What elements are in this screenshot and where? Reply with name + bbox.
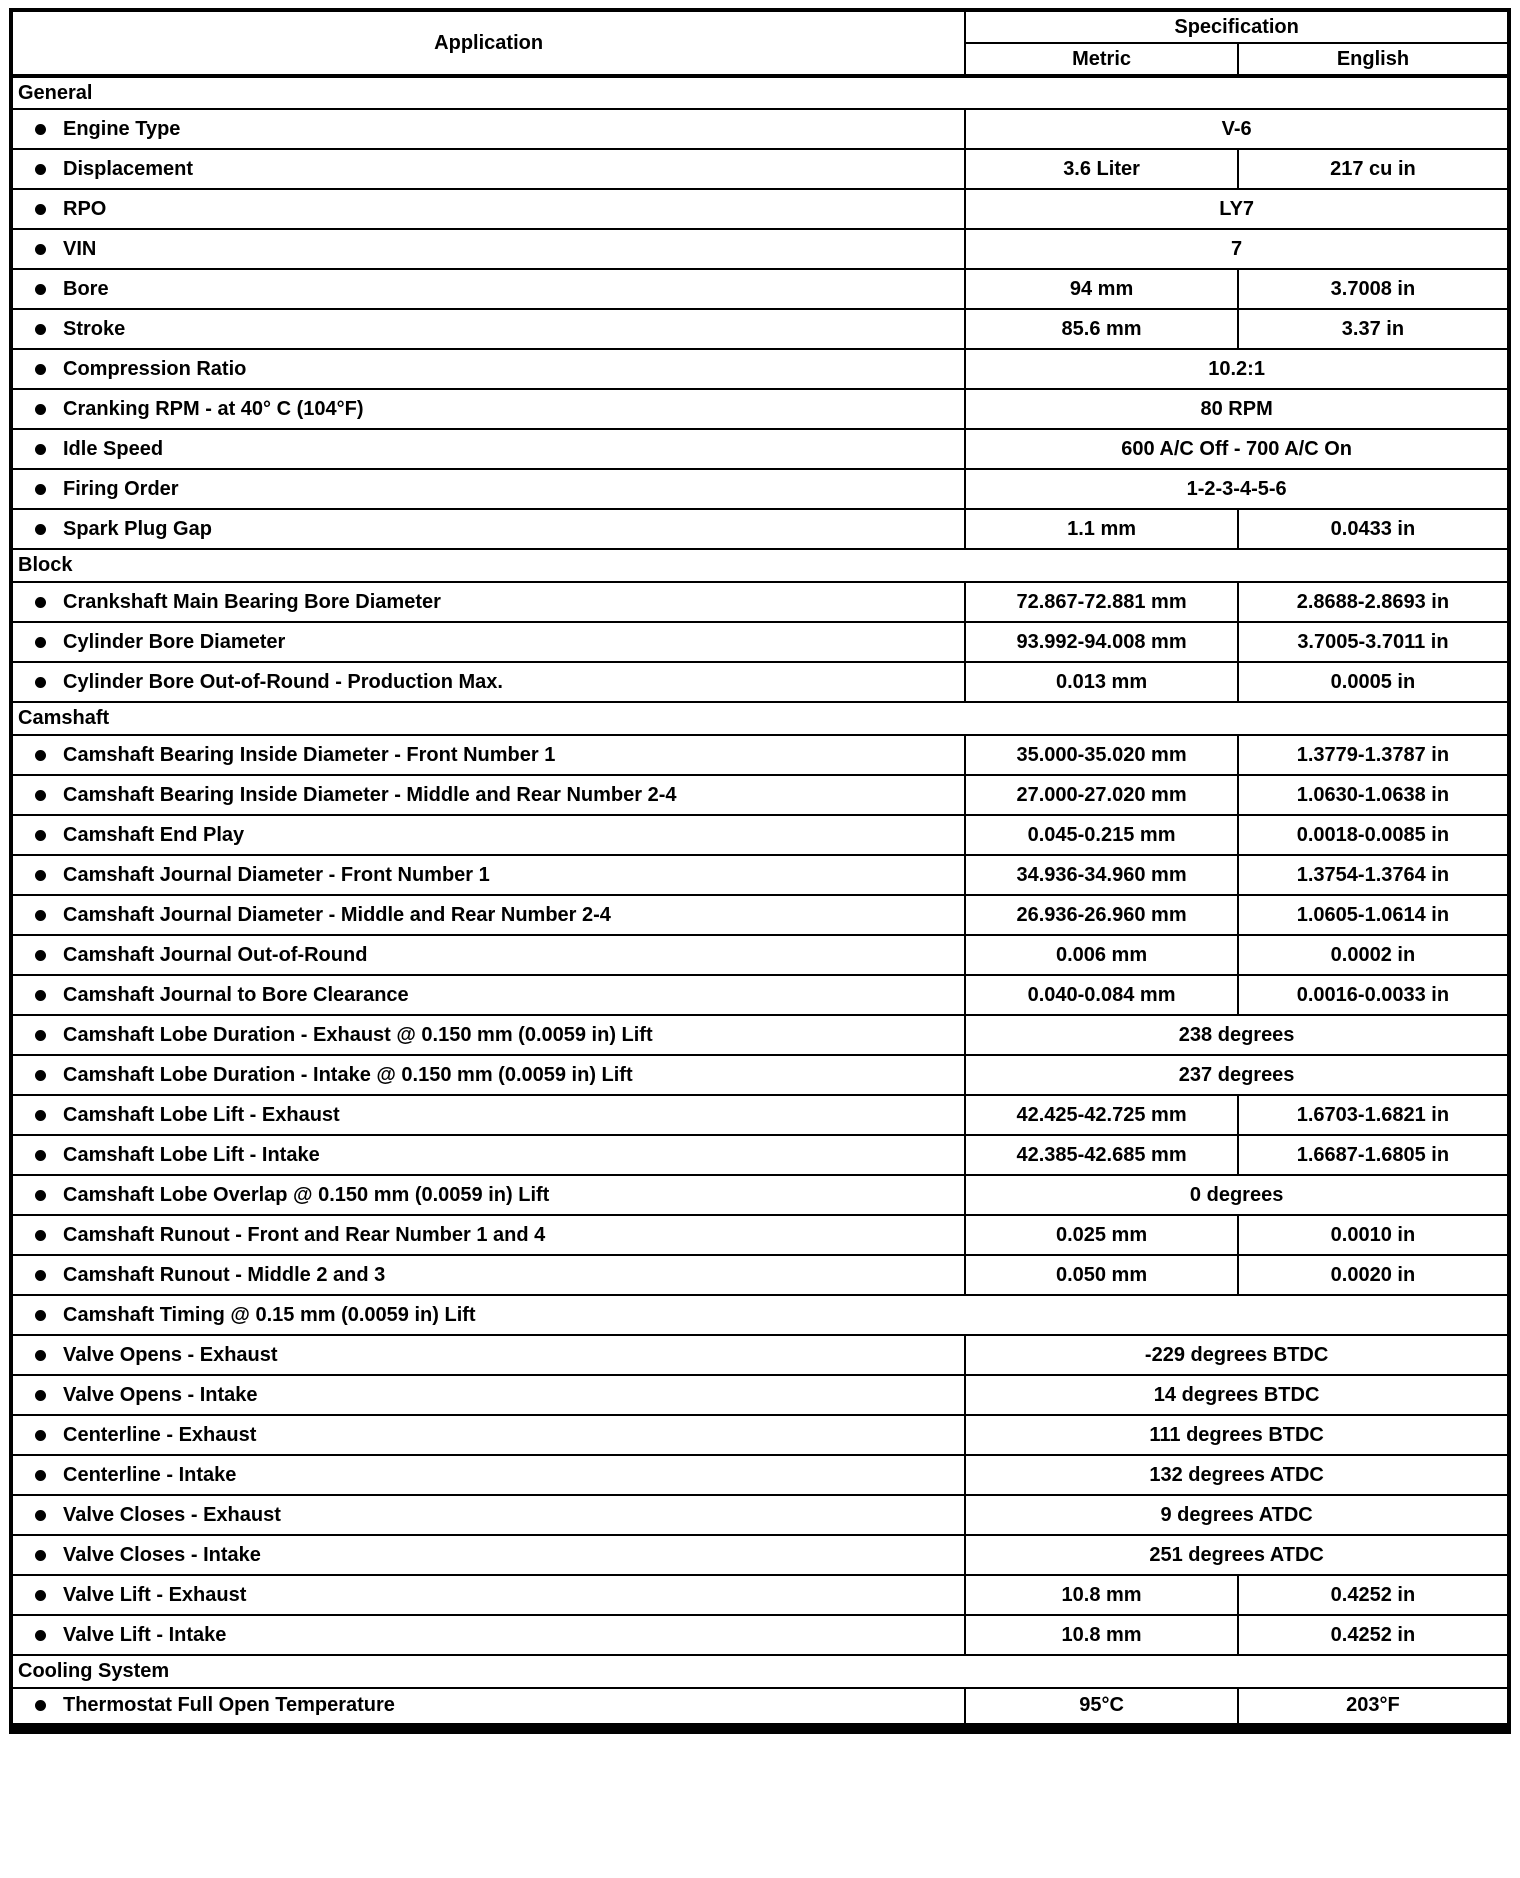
english-value: 217 cu in <box>1238 149 1509 189</box>
english-value: 0.0002 in <box>1238 935 1509 975</box>
application-cell <box>11 1215 965 1255</box>
table-row <box>11 662 1509 702</box>
bullet-icon <box>35 597 46 608</box>
metric-value: 26.936-26.960 mm <box>965 895 1238 935</box>
application-item <box>13 358 958 381</box>
application-item <box>13 1544 958 1567</box>
table-row <box>11 109 1509 149</box>
application-cell <box>11 1495 965 1535</box>
application-cell <box>11 1095 965 1135</box>
application-item <box>13 438 958 461</box>
spec-value: 14 degrees BTDC <box>965 1375 1509 1415</box>
application-label: Camshaft Timing @ 0.15 mm (0.0059 in) Lift <box>63 1303 476 1326</box>
bullet-icon <box>35 830 46 841</box>
metric-value: 0.050 mm <box>965 1255 1238 1295</box>
application-cell <box>11 1375 965 1415</box>
english-value: 1.3779-1.3787 in <box>1238 735 1509 775</box>
application-cell <box>11 1175 965 1215</box>
bullet-icon <box>35 1590 46 1601</box>
application-label: Thermostat Full Open Temperature <box>63 1694 395 1717</box>
application-item <box>13 784 958 807</box>
section-title: Cooling System <box>11 1655 1509 1688</box>
application-cell <box>11 349 965 389</box>
application-cell <box>11 269 965 309</box>
application-item <box>13 1424 958 1447</box>
application-cell <box>11 1535 965 1575</box>
table-row <box>11 582 1509 622</box>
section-title: Camshaft <box>11 702 1509 735</box>
spec-value: 1-2-3-4-5-6 <box>965 469 1509 509</box>
application-item <box>13 904 958 927</box>
english-value: 2.8688-2.8693 in <box>1238 582 1509 622</box>
spec-value: 238 degrees <box>965 1015 1509 1055</box>
application-cell <box>11 509 965 549</box>
application-label: Cylinder Bore Out-of-Round - Production Max. <box>63 670 503 693</box>
table-row <box>11 469 1509 509</box>
application-cell <box>11 1688 965 1728</box>
table-row <box>11 149 1509 189</box>
bullet-icon <box>35 444 46 455</box>
application-cell <box>11 1055 965 1095</box>
application-cell <box>11 1295 1509 1335</box>
application-label: Valve Opens - Exhaust <box>63 1343 278 1366</box>
application-cell <box>11 775 965 815</box>
english-value: 3.7005-3.7011 in <box>1238 622 1509 662</box>
application-cell <box>11 1135 965 1175</box>
application-item <box>13 278 958 301</box>
application-label: Valve Closes - Exhaust <box>63 1503 281 1526</box>
spec-value: V-6 <box>965 109 1509 149</box>
bullet-icon <box>35 524 46 535</box>
application-label: Camshaft Bearing Inside Diameter - Middle and Rear Number 2-4 <box>63 783 677 806</box>
application-cell <box>11 935 965 975</box>
bullet-icon <box>35 1390 46 1401</box>
application-label: Stroke <box>63 317 126 340</box>
table-row <box>11 935 1509 975</box>
application-item <box>13 118 958 141</box>
application-item <box>13 1304 1501 1327</box>
application-label: Centerline - Intake <box>63 1463 237 1486</box>
metric-value: 10.8 mm <box>965 1615 1238 1655</box>
english-value: 0.4252 in <box>1238 1575 1509 1615</box>
metric-value: 10.8 mm <box>965 1575 1238 1615</box>
application-label: Camshaft Runout - Middle 2 and 3 <box>63 1263 386 1286</box>
application-label: Crankshaft Main Bearing Bore Diameter <box>63 590 441 613</box>
metric-value: 95°C <box>965 1688 1238 1728</box>
english-value: 1.6703-1.6821 in <box>1238 1095 1509 1135</box>
bullet-icon <box>35 1190 46 1201</box>
spec-value: 251 degrees ATDC <box>965 1535 1509 1575</box>
application-label: Valve Lift - Exhaust <box>63 1583 247 1606</box>
metric-value: 1.1 mm <box>965 509 1238 549</box>
metric-value: 27.000-27.020 mm <box>965 775 1238 815</box>
application-item <box>13 158 958 181</box>
spec-value: 80 RPM <box>965 389 1509 429</box>
application-cell <box>11 109 965 149</box>
metric-column-header: Metric <box>965 43 1238 76</box>
table-row <box>11 1688 1509 1728</box>
application-cell <box>11 189 965 229</box>
section-title: General <box>11 76 1509 109</box>
spec-value: 10.2:1 <box>965 349 1509 389</box>
application-item <box>13 1694 958 1717</box>
application-cell <box>11 735 965 775</box>
table-row <box>11 309 1509 349</box>
bullet-icon <box>35 1550 46 1561</box>
table-row <box>11 1175 1509 1215</box>
bullet-icon <box>35 1470 46 1481</box>
application-label: Camshaft Runout - Front and Rear Number 1 and 4 <box>63 1223 546 1246</box>
application-label: Displacement <box>63 157 194 180</box>
application-label: Firing Order <box>63 477 179 500</box>
application-item <box>13 984 958 1007</box>
table-row <box>11 509 1509 549</box>
application-item <box>13 518 958 541</box>
section-title: Block <box>11 549 1509 582</box>
application-label: Camshaft Journal Diameter - Front Number 1 <box>63 863 490 886</box>
bullet-icon <box>35 1700 46 1711</box>
bullet-icon <box>35 484 46 495</box>
bullet-icon <box>35 404 46 415</box>
application-item <box>13 1584 958 1607</box>
application-cell <box>11 855 965 895</box>
application-label: Camshaft Lobe Lift - Exhaust <box>63 1103 340 1126</box>
metric-value: 0.025 mm <box>965 1215 1238 1255</box>
metric-value: 85.6 mm <box>965 309 1238 349</box>
table-row <box>11 1455 1509 1495</box>
application-item <box>13 1624 958 1647</box>
application-label: Spark Plug Gap <box>63 517 212 540</box>
spec-value: LY7 <box>965 189 1509 229</box>
application-label: Engine Type <box>63 117 181 140</box>
application-item <box>13 318 958 341</box>
table-row <box>11 1615 1509 1655</box>
application-column-header: Application <box>11 10 965 76</box>
bullet-icon <box>35 1630 46 1641</box>
table-row <box>11 269 1509 309</box>
spec-value: 237 degrees <box>965 1055 1509 1095</box>
table-row <box>11 349 1509 389</box>
application-cell <box>11 662 965 702</box>
application-item <box>13 744 958 767</box>
english-value: 0.0018-0.0085 in <box>1238 815 1509 855</box>
metric-value: 42.385-42.685 mm <box>965 1135 1238 1175</box>
application-label: Centerline - Exhaust <box>63 1423 257 1446</box>
bullet-icon <box>35 1510 46 1521</box>
bullet-icon <box>35 870 46 881</box>
application-label: Camshaft Journal Diameter - Middle and Rear Number 2-4 <box>63 903 611 926</box>
application-item <box>13 1064 958 1087</box>
bullet-icon <box>35 910 46 921</box>
application-cell <box>11 309 965 349</box>
application-item <box>13 478 958 501</box>
table-row <box>11 1055 1509 1095</box>
bullet-icon <box>35 1430 46 1441</box>
application-item <box>13 1464 958 1487</box>
application-cell <box>11 1015 965 1055</box>
application-item <box>13 864 958 887</box>
application-label: Camshaft Journal to Bore Clearance <box>63 983 409 1006</box>
metric-value: 94 mm <box>965 269 1238 309</box>
bullet-icon <box>35 990 46 1001</box>
spec-value: 7 <box>965 229 1509 269</box>
application-item <box>13 238 958 261</box>
table-row <box>11 1495 1509 1535</box>
application-cell <box>11 582 965 622</box>
table-row <box>11 1535 1509 1575</box>
table-row <box>11 429 1509 469</box>
english-value: 0.0005 in <box>1238 662 1509 702</box>
bullet-icon <box>35 204 46 215</box>
application-label: Camshaft Lobe Duration - Exhaust @ 0.150 mm (0.0059 in) Lift <box>63 1023 653 1046</box>
application-label: Camshaft Bearing Inside Diameter - Front Number 1 <box>63 743 556 766</box>
table-row <box>11 1255 1509 1295</box>
application-cell <box>11 469 965 509</box>
english-value: 0.0433 in <box>1238 509 1509 549</box>
bullet-icon <box>35 790 46 801</box>
application-cell <box>11 1335 965 1375</box>
metric-value: 35.000-35.020 mm <box>965 735 1238 775</box>
table-row <box>11 855 1509 895</box>
table-row <box>11 815 1509 855</box>
table-row <box>11 189 1509 229</box>
table-row <box>11 622 1509 662</box>
application-item <box>13 1384 958 1407</box>
engine-specifications-table <box>9 8 1511 1734</box>
application-item <box>13 1224 958 1247</box>
bullet-icon <box>35 324 46 335</box>
bullet-icon <box>35 950 46 961</box>
table-row <box>11 229 1509 269</box>
application-item <box>13 1184 958 1207</box>
application-label: VIN <box>63 237 97 260</box>
application-item <box>13 1264 958 1287</box>
application-cell <box>11 1255 965 1295</box>
metric-value: 42.425-42.725 mm <box>965 1095 1238 1135</box>
application-cell <box>11 975 965 1015</box>
bullet-icon <box>35 244 46 255</box>
table-row <box>11 1335 1509 1375</box>
metric-value: 0.006 mm <box>965 935 1238 975</box>
application-item <box>13 631 958 654</box>
section-row <box>11 76 1509 109</box>
application-label: Valve Opens - Intake <box>63 1383 258 1406</box>
application-label: Idle Speed <box>63 437 164 460</box>
application-label: Bore <box>63 277 109 300</box>
table-row <box>11 975 1509 1015</box>
application-item <box>13 1144 958 1167</box>
table-row <box>11 1015 1509 1055</box>
application-item <box>13 398 958 421</box>
application-item <box>13 671 958 694</box>
english-value: 0.0010 in <box>1238 1215 1509 1255</box>
english-column-header: English <box>1238 43 1509 76</box>
section-row <box>11 549 1509 582</box>
application-item <box>13 944 958 967</box>
bullet-icon <box>35 364 46 375</box>
english-value: 0.4252 in <box>1238 1615 1509 1655</box>
application-label: Camshaft Lobe Overlap @ 0.150 mm (0.0059 in) Lift <box>63 1183 550 1206</box>
bullet-icon <box>35 1270 46 1281</box>
bullet-icon <box>35 1350 46 1361</box>
bullet-icon <box>35 1110 46 1121</box>
bullet-icon <box>35 750 46 761</box>
table-row <box>11 1415 1509 1455</box>
application-label: Camshaft Lobe Duration - Intake @ 0.150 mm (0.0059 in) Lift <box>63 1063 633 1086</box>
application-item <box>13 198 958 221</box>
section-row <box>11 702 1509 735</box>
bullet-icon <box>35 164 46 175</box>
bullet-icon <box>35 677 46 688</box>
table-row <box>11 1575 1509 1615</box>
application-label: Compression Ratio <box>63 357 247 380</box>
application-item <box>13 1024 958 1047</box>
spec-value: 9 degrees ATDC <box>965 1495 1509 1535</box>
bullet-icon <box>35 1150 46 1161</box>
english-value: 0.0020 in <box>1238 1255 1509 1295</box>
metric-value: 0.045-0.215 mm <box>965 815 1238 855</box>
english-value: 0.0016-0.0033 in <box>1238 975 1509 1015</box>
metric-value: 93.992-94.008 mm <box>965 622 1238 662</box>
metric-value: 0.040-0.084 mm <box>965 975 1238 1015</box>
table-row <box>11 1215 1509 1255</box>
application-cell <box>11 389 965 429</box>
table-row <box>11 735 1509 775</box>
bullet-icon <box>35 1230 46 1241</box>
english-value: 1.6687-1.6805 in <box>1238 1135 1509 1175</box>
bullet-icon <box>35 1310 46 1321</box>
english-value: 3.37 in <box>1238 309 1509 349</box>
table-row <box>11 1095 1509 1135</box>
application-item <box>13 1104 958 1127</box>
spec-value: 600 A/C Off - 700 A/C On <box>965 429 1509 469</box>
application-item <box>13 824 958 847</box>
bullet-icon <box>35 1030 46 1041</box>
metric-value: 34.936-34.960 mm <box>965 855 1238 895</box>
english-value: 1.3754-1.3764 in <box>1238 855 1509 895</box>
application-label: Cranking RPM - at 40° C (104°F) <box>63 397 364 420</box>
spec-value: 132 degrees ATDC <box>965 1455 1509 1495</box>
application-cell <box>11 149 965 189</box>
application-cell <box>11 1455 965 1495</box>
application-item <box>13 1344 958 1367</box>
table-row <box>11 1135 1509 1175</box>
spec-value: 0 degrees <box>965 1175 1509 1215</box>
metric-value: 0.013 mm <box>965 662 1238 702</box>
application-item <box>13 591 958 614</box>
table-row <box>11 1375 1509 1415</box>
application-cell <box>11 429 965 469</box>
bullet-icon <box>35 1070 46 1081</box>
table-row <box>11 775 1509 815</box>
metric-value: 3.6 Liter <box>965 149 1238 189</box>
section-row <box>11 1655 1509 1688</box>
specification-column-header: Specification <box>965 10 1509 43</box>
spec-value: -229 degrees BTDC <box>965 1335 1509 1375</box>
application-label: Valve Lift - Intake <box>63 1623 227 1646</box>
application-cell <box>11 895 965 935</box>
metric-value: 72.867-72.881 mm <box>965 582 1238 622</box>
application-cell <box>11 622 965 662</box>
table-row <box>11 1295 1509 1335</box>
table-row <box>11 389 1509 429</box>
application-label: RPO <box>63 197 107 220</box>
application-item <box>13 1504 958 1527</box>
english-value: 1.0630-1.0638 in <box>1238 775 1509 815</box>
application-label: Valve Closes - Intake <box>63 1543 261 1566</box>
table-row <box>11 895 1509 935</box>
bullet-icon <box>35 284 46 295</box>
application-label: Cylinder Bore Diameter <box>63 630 286 653</box>
application-cell <box>11 815 965 855</box>
english-value: 3.7008 in <box>1238 269 1509 309</box>
application-cell <box>11 229 965 269</box>
bullet-icon <box>35 124 46 135</box>
spec-value: 111 degrees BTDC <box>965 1415 1509 1455</box>
application-label: Camshaft Lobe Lift - Intake <box>63 1143 320 1166</box>
bullet-icon <box>35 637 46 648</box>
english-value: 1.0605-1.0614 in <box>1238 895 1509 935</box>
english-value: 203°F <box>1238 1688 1509 1728</box>
application-cell <box>11 1615 965 1655</box>
application-label: Camshaft End Play <box>63 823 245 846</box>
application-cell <box>11 1415 965 1455</box>
application-label: Camshaft Journal Out-of-Round <box>63 943 368 966</box>
application-cell <box>11 1575 965 1615</box>
